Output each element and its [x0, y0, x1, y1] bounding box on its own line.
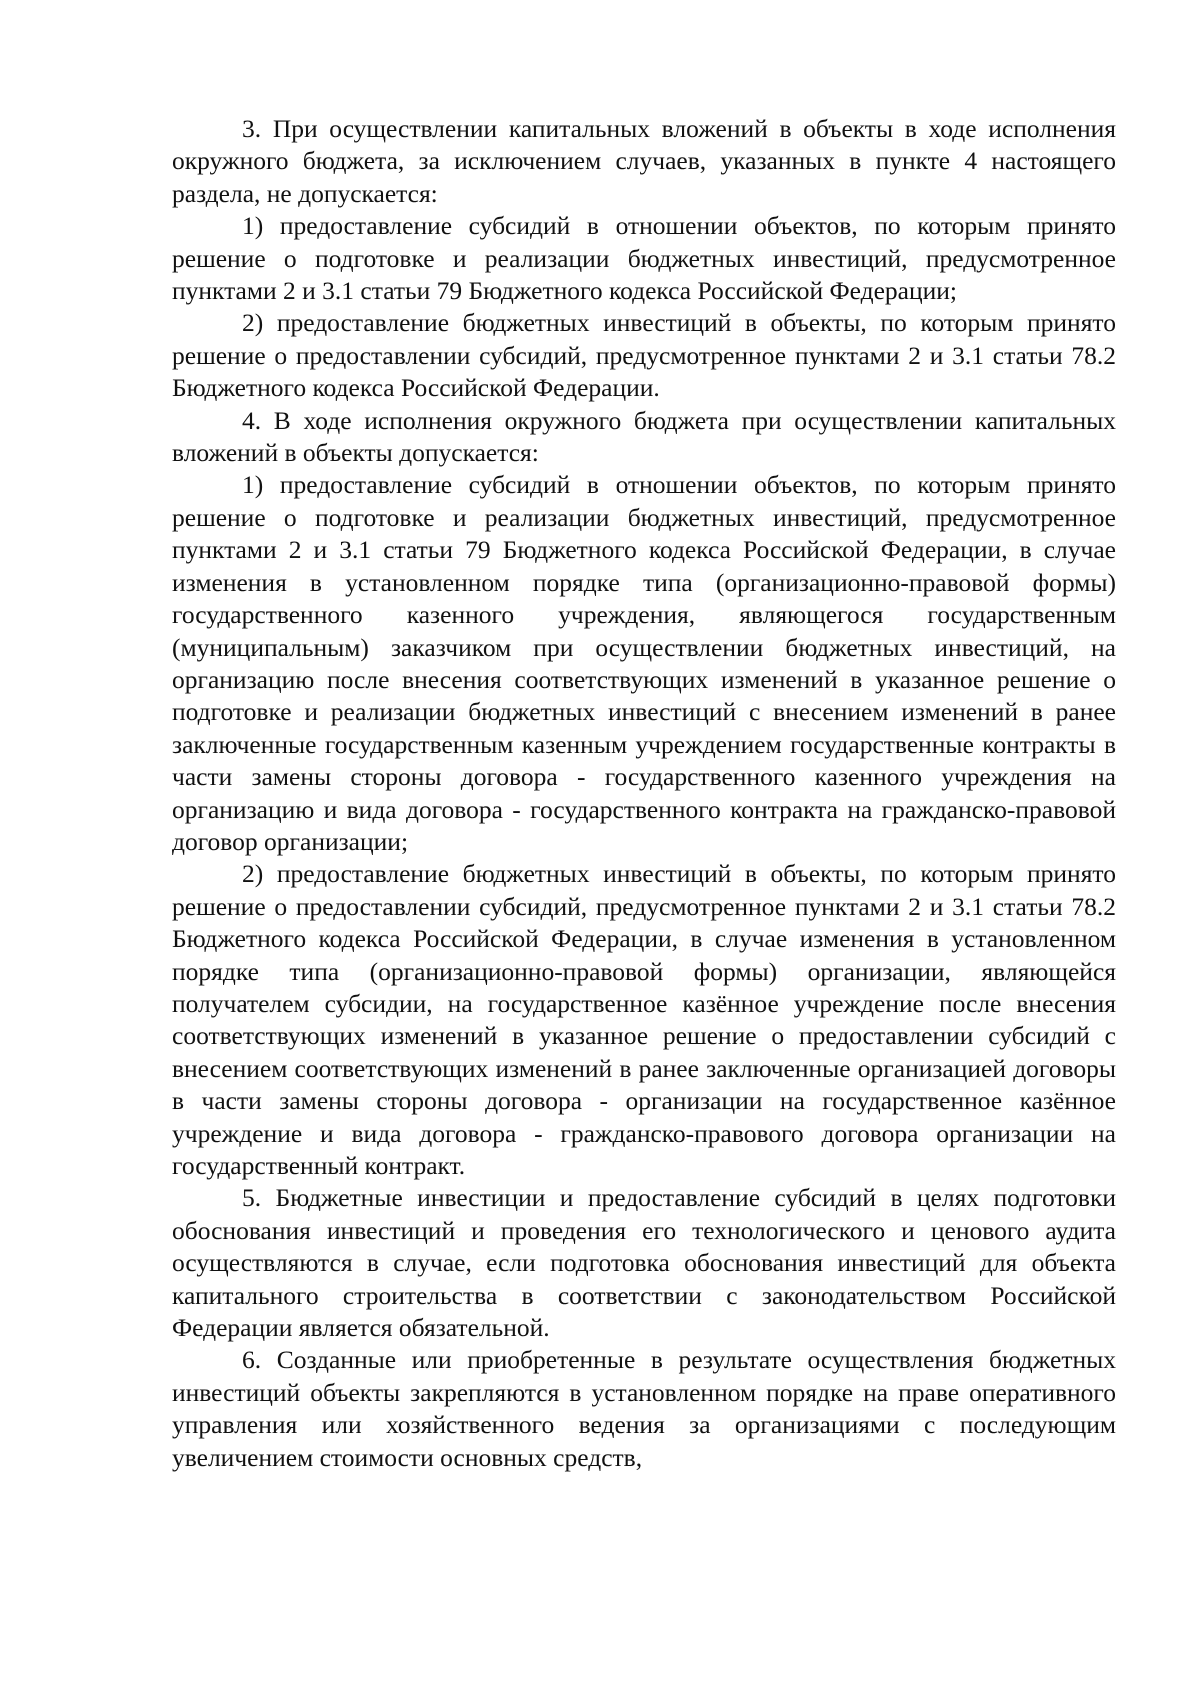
paragraph-text: Бюджетные инвестиции и предоставление субсидий в целях подготовки обоснования инвестиций и проведения его технологического и ценового аудита осуществляются в случае, если подготовка обоснования инвестиций для объекта капитального строительства в соответствии с законодательством Российской Федерации является обязательной.	[172, 1183, 1116, 1343]
paragraph-number: 3.	[242, 114, 273, 143]
paragraph-section-3	[172, 113, 1116, 210]
document-page	[172, 113, 1116, 1474]
paragraph-text: предоставление субсидий в отношении объектов, по которым принято решение о подготовке и реализации бюджетных инвестиций, предусмотренное пунктами 2 и 3.1 статьи 79 Бюджетного кодекса Российской Федерации;	[172, 211, 1116, 306]
paragraph-text: Созданные или приобретенные в результате осуществления бюджетных инвестиций объекты закрепляются в установленном порядке на праве оперативного управления или хозяйственного ведения за организациями с последующим увеличением стоимости основных средств,	[172, 1345, 1116, 1472]
paragraph-text: При осуществлении капитальных вложений в объекты в ходе исполнения окружного бюджета, за исключением случаев, указанных в пункте 4 настоящего раздела, не допускается:	[172, 114, 1116, 208]
paragraph-number: 5.	[242, 1183, 276, 1213]
paragraph-number: 1)	[242, 470, 280, 500]
paragraph-section-4-item-2	[172, 858, 1116, 1182]
paragraph-text: предоставление бюджетных инвестиций в объекты, по которым принято решение о предоставлении субсидий, предусмотренное пунктами 2 и 3.1 статьи 78.2 Бюджетного кодекса Российской Федерации.	[172, 308, 1116, 403]
paragraph-section-4-item-1	[172, 469, 1116, 858]
paragraph-section-3-item-2	[172, 307, 1116, 404]
paragraph-number: 4.	[242, 405, 274, 435]
paragraph-section-4	[172, 405, 1116, 470]
paragraph-text: В ходе исполнения окружного бюджета при осуществлении капитальных вложений в объекты допускается:	[172, 405, 1116, 468]
paragraph-number: 2)	[242, 859, 277, 889]
paragraph-text: предоставление бюджетных инвестиций в объекты, по которым принято решение о предоставлении субсидий, предусмотренное пунктами 2 и 3.1 статьи 78.2 Бюджетного кодекса Российской Федерации, в случае изменения в установленном порядке типа (организационно-правовой формы) организации, являющейся получателем субсидии, на государственное казённое учреждение после внесения соответствующих изменений в указанное решение о предоставлении субсидий с внесением соответствующих изменений в ранее заключенные организацией договоры в части замены стороны договора - организации на государственное казённое учреждение и вида договора - гражданско-правового договора организации на государственный контракт.	[172, 859, 1116, 1180]
paragraph-number: 2)	[242, 308, 277, 338]
paragraph-section-6	[172, 1344, 1116, 1474]
paragraph-number: 1)	[242, 211, 280, 241]
paragraph-text: предоставление субсидий в отношении объектов, по которым принято решение о подготовке и реализации бюджетных инвестиций, предусмотренное пунктами 2 и 3.1 статьи 79 Бюджетного кодекса Российской Федерации, в случае изменения в установленном порядке типа (организационно-правовой формы) государственного казенного учреждения, являющегося государственным (муниципальным) заказчиком при осуществлении бюджетных инвестиций, на организацию после внесения соответствующих изменений в указанное решение о подготовке и реализации бюджетных инвестиций с внесением изменений в ранее заключенные государственным казенным учреждением государственные контракты в части замены стороны договора - государственного казенного учреждения на организацию и вида договора - государственного контракта на гражданско-правовой договор организации;	[172, 470, 1116, 856]
paragraph-section-5	[172, 1182, 1116, 1344]
paragraph-number: 6.	[242, 1345, 277, 1375]
paragraph-section-3-item-1	[172, 210, 1116, 307]
